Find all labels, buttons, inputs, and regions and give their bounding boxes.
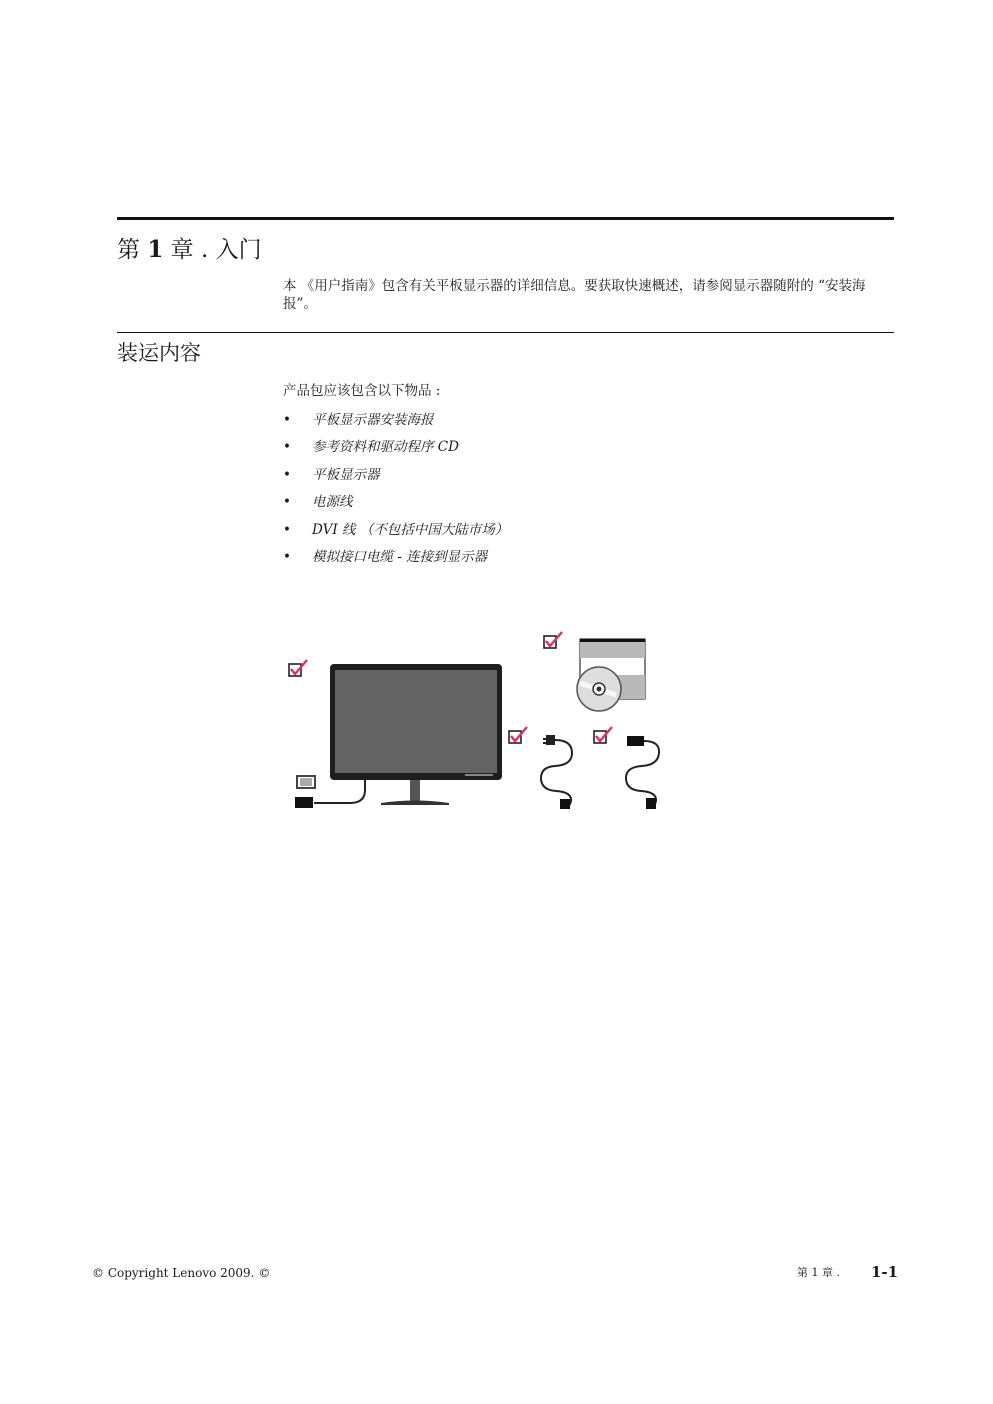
- footer-page-number: 1-1: [871, 1263, 899, 1281]
- bullet: •: [283, 439, 291, 456]
- list-item-text: DVI 线 （不包括中国大陆市场）: [312, 521, 509, 538]
- intro-paragraph: 本 《用户指南》包含有关平板显示器的详细信息。要获取快速概述，请参阅显示器随附的 “安装海报”。: [283, 278, 866, 312]
- bullet: •: [283, 412, 291, 428]
- poster-and-cd-icon: [577, 639, 645, 711]
- chapter-rule: [117, 217, 894, 220]
- bullet: •: [283, 466, 291, 483]
- chapter-title-prefix: 第: [117, 237, 140, 263]
- package-lead: 产品包应该包含以下物品 :: [283, 383, 441, 399]
- package-contents-illustration: [280, 625, 680, 815]
- monitor-cable-icon: [295, 776, 365, 808]
- list-item-text: 参考资料和驱动程序 CD: [312, 439, 459, 456]
- section-title: 装运内容: [117, 341, 201, 365]
- bullet: •: [283, 521, 291, 538]
- list-item-text: 平板显示器安装海报: [312, 412, 434, 428]
- section-rule: [117, 332, 894, 333]
- monitor-icon: [330, 664, 502, 805]
- power-cable-icon: [541, 735, 572, 809]
- footer-copyright: © Copyright Lenovo 2009. ©: [92, 1266, 271, 1280]
- list-item-text: 平板显示器: [312, 466, 380, 483]
- checkbox-check-icon: [594, 727, 612, 743]
- chapter-number: 1: [147, 236, 164, 263]
- bullet: •: [283, 548, 291, 565]
- list-item-text: 电源线: [312, 494, 353, 511]
- checkbox-check-icon: [289, 660, 307, 676]
- bullet: •: [283, 494, 291, 511]
- checkbox-check-icon: [509, 727, 527, 743]
- chapter-title-suffix: 章 . 入门: [170, 237, 262, 263]
- footer-chapter-label: 第 1 章 .: [797, 1266, 840, 1279]
- signal-cable-icon: [626, 736, 659, 809]
- checkbox-check-icon: [544, 632, 562, 648]
- list-item-text: 模拟接口电缆 - 连接到显示器: [312, 548, 488, 565]
- chapter-title: [117, 234, 262, 266]
